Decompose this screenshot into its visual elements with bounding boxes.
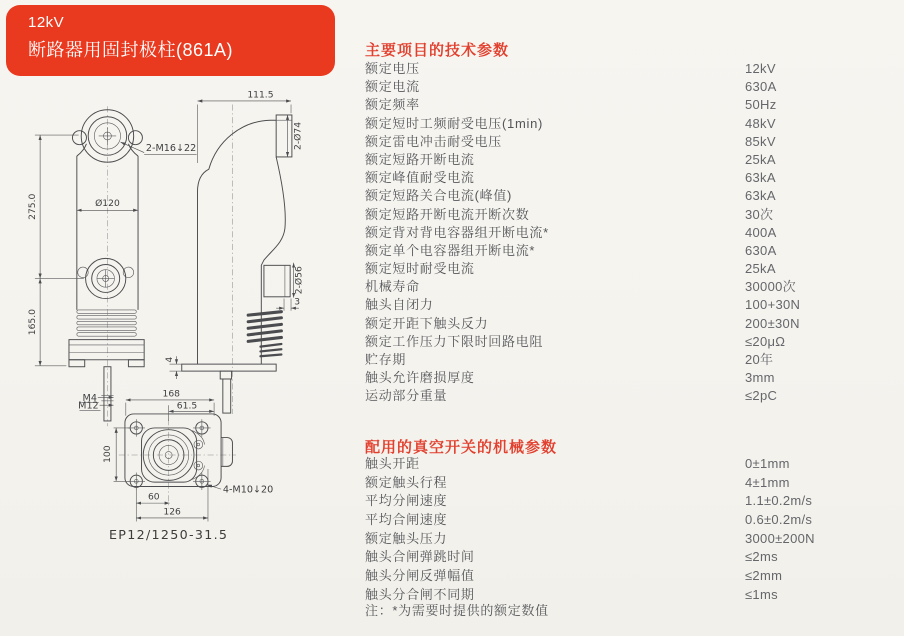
table-row [365, 115, 900, 133]
param-label: 额定工作压力下限时回路电阻 [365, 333, 544, 349]
param-label: 额定短路开断电流 [365, 151, 475, 167]
mech-table-heading: 配用的真空开关的机械参数 [365, 439, 558, 456]
dim-61-5: 61.5 [176, 400, 198, 412]
table-row [365, 133, 900, 151]
spec-table [365, 60, 900, 406]
table-row [365, 151, 900, 169]
param-value: 12kV [745, 61, 776, 76]
table-row [365, 224, 900, 242]
dim-4-m10: 4-M10↓20 [222, 484, 274, 496]
table-row [365, 78, 900, 96]
param-value: ≤2ms [745, 549, 778, 565]
table-row [365, 169, 900, 187]
table-row [365, 315, 900, 333]
dim-100: 100 [102, 445, 114, 463]
table-row [365, 242, 900, 260]
param-label: 贮存期 [365, 352, 407, 367]
mounting-hole [128, 419, 145, 436]
param-label: 额定电流 [365, 79, 420, 95]
table-row [365, 567, 900, 586]
param-value: 630A [745, 79, 777, 95]
dim-275: 275.0 [26, 193, 38, 220]
param-value: 1.1±0.2m/s [745, 493, 813, 509]
param-value: ≤2mm [745, 568, 783, 584]
param-label: 运动部分重量 [365, 388, 448, 404]
table-row [365, 369, 900, 387]
table-row [365, 474, 900, 493]
param-label: 额定雷电冲击耐受电压 [365, 133, 503, 149]
param-label: 触头合闸弹跳时间 [365, 549, 475, 565]
table-row [365, 511, 900, 530]
param-label: 额定背对背电容器组开断电流* [365, 224, 549, 240]
front-view [27, 106, 197, 426]
param-value: ≤2pC [745, 388, 778, 404]
table-row [365, 492, 900, 511]
table-row [365, 60, 900, 78]
param-label: 额定频率 [365, 97, 420, 113]
dim-m4: M4 [82, 392, 97, 404]
mech-table [365, 455, 900, 605]
param-label: 额定电压 [365, 61, 420, 76]
param-value: 3mm [745, 370, 775, 386]
side-view [164, 89, 304, 413]
table-row [365, 455, 900, 474]
table-row [365, 96, 900, 114]
param-label: 额定短路关合电流(峰值) [365, 188, 513, 204]
param-label: 额定触头行程 [365, 474, 448, 490]
param-value: 0.6±0.2m/s [745, 512, 813, 528]
param-value: 200±30N [745, 315, 800, 331]
table-row [365, 187, 900, 205]
param-value: 400A [745, 224, 777, 240]
param-value: 100+30N [745, 297, 801, 313]
param-value: 25kA [745, 261, 776, 277]
param-label: 触头分合闸不同期 [365, 586, 475, 602]
dim-2-phi56: 2-Ø56 [293, 266, 305, 295]
dim-2-m16: 2-M16↓22 [145, 142, 197, 154]
param-value: ≤1ms [745, 586, 778, 602]
spec-table-heading: 主要项目的技术参数 [365, 42, 510, 59]
table-row [365, 548, 900, 567]
dim-phi120: Ø120 [95, 197, 120, 209]
param-label: 机械寿命 [365, 279, 420, 295]
dim-4: 4 [164, 356, 176, 363]
param-label: 额定开距下触头反力 [365, 315, 489, 331]
param-label: 额定峰值耐受电流 [365, 170, 475, 186]
param-label: 平均合闸速度 [365, 512, 448, 528]
drawing-caption: EP12/1250-31.5 [108, 526, 229, 542]
param-value: 3000±200N [745, 530, 815, 546]
technical-drawing [0, 80, 360, 636]
param-value: 20年 [745, 352, 774, 367]
dim-3: 3 [294, 296, 301, 308]
table-row [365, 530, 900, 549]
dim-126: 126 [163, 506, 181, 518]
param-label: 额定触头压力 [365, 530, 448, 546]
dim-60: 60 [147, 491, 160, 503]
param-value: 50Hz [745, 97, 777, 113]
param-value: 4±1mm [745, 474, 790, 490]
param-label: 触头自闭力 [365, 297, 434, 313]
dim-2-phi74: 2-Ø74 [292, 121, 304, 150]
table-row [365, 333, 900, 351]
param-label: 额定短路开断电流开断次数 [365, 206, 530, 222]
dim-m12: M12 [78, 400, 99, 412]
param-value: 30000次 [745, 279, 796, 295]
dim-168: 168 [162, 388, 181, 400]
table-row [365, 387, 900, 405]
param-value: 48kV [745, 115, 776, 131]
table-row [365, 278, 900, 296]
plan-view [102, 388, 273, 541]
param-value: 63kA [745, 188, 776, 204]
banner-product-name: 断路器用固封极柱(861A) [28, 40, 234, 60]
param-value: 25kA [745, 151, 776, 167]
title-banner [6, 5, 335, 76]
param-label: 触头允许磨损厚度 [365, 370, 475, 386]
table-row [365, 296, 900, 314]
footnote: 注：*为需要时提供的额定数值 [365, 603, 549, 618]
param-value: 85kV [745, 133, 776, 149]
dim-165: 165.0 [26, 309, 38, 336]
table-row [365, 260, 900, 278]
param-value: 630A [745, 242, 777, 258]
table-row [365, 351, 900, 369]
param-value: 0±1mm [745, 456, 790, 471]
param-label: 平均分闸速度 [365, 493, 448, 509]
param-label: 额定单个电容器组开断电流* [365, 242, 536, 258]
param-label: 额定短时耐受电流 [365, 261, 475, 277]
param-value: ≤20μΩ [745, 333, 786, 349]
param-label: 额定短时工频耐受电压(1min) [365, 115, 544, 131]
banner-voltage: 12kV [28, 14, 65, 31]
param-value: 30次 [745, 206, 774, 222]
table-row [365, 206, 900, 224]
mounting-hole [193, 419, 210, 436]
param-label: 触头分闸反弹幅值 [365, 568, 475, 584]
dim-111-5: 111.5 [247, 89, 274, 101]
param-value: 63kA [745, 170, 776, 186]
param-label: 触头开距 [365, 456, 420, 471]
